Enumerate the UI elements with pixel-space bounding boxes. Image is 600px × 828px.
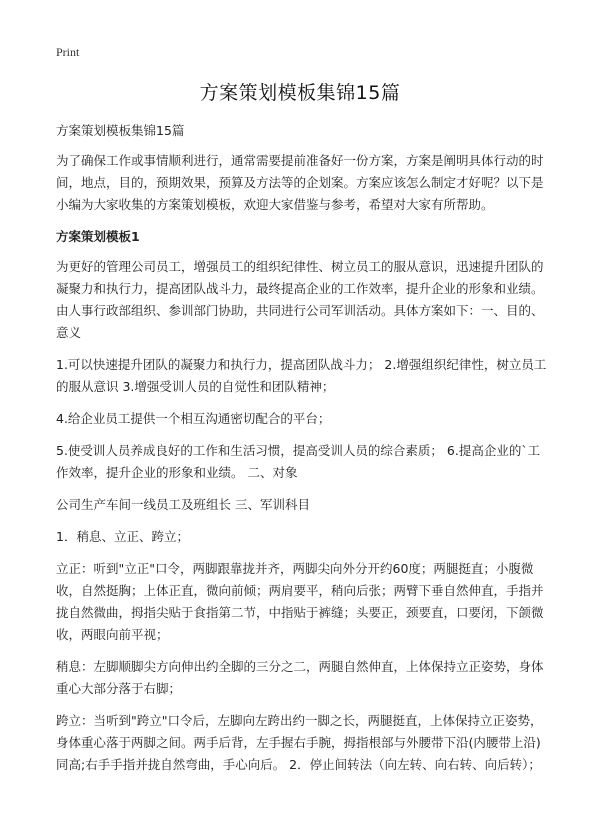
body-paragraph: 为更好的管理公司员工，增强员工的组织纪律性、树立员工的服从意识，迅速提升团队的凝聚力和执行力，提高团队战斗力，最终提高企业的工作效率，提升企业的形象和业绩。由人事行政部组织、参训部门协助，共同进行公司军训活动。具体方案如下：一、目的、意义 bbox=[56, 259, 544, 340]
body-paragraph: 跨立：当听到"跨立"口令后，左脚向左跨出约一脚之长，两腿挺直，上体保持立正姿势，身体重心落于两脚之间。两手后背，左手握右手腕，拇指根部与外腰带下沿(内腰带上沿)同高;右手手指并拢自然弯曲，手心向后。 2．停止间转法（向左转、向右转、向后转）； bbox=[56, 713, 543, 772]
body-paragraph: 1.可以快速提升团队的凝聚力和执行力，提高团队战斗力； 2.增强组织纪律性，树立员工的服从意识 3.增强受训人员的自觉性和团队精神； bbox=[56, 357, 547, 394]
body-paragraph: 5.使受训人员养成良好的工作和生活习惯，提高受训人员的综合素质； 6.提高企业的`工作效率，提升企业的形象和业绩。 二、对象 bbox=[56, 443, 541, 480]
body-paragraph: 稍息：左脚顺脚尖方向伸出约全脚的三分之二，两腿自然伸直，上体保持立正姿势，身体重心大部分落于右脚； bbox=[56, 659, 544, 696]
body-paragraph: 1．稍息、立正、跨立； bbox=[56, 529, 189, 544]
body-paragraph: 立正：听到"立正"口令，两脚跟靠拢并齐，两脚尖向外分开约60度；两腿挺直；小腹微收，自然挺胸；上体正直，微向前倾；两肩要平，稍向后张；两臂下垂自然伸直，手指并拢自然微曲，拇指尖贴于食指第二节，中指贴于裤缝；头要正，颈要直，口要闭，下颌微收，两眼向前平视； bbox=[56, 561, 544, 642]
body-paragraph: 4.给企业员工提供一个相互沟通密切配合的平台； bbox=[56, 411, 331, 426]
section-heading: 方案策划模板1 bbox=[56, 229, 140, 244]
body-paragraph: 公司生产车间一线员工及班组长 三、军训科目 bbox=[56, 497, 310, 512]
document-body bbox=[56, 120, 548, 786]
document-title: 方案策划模板集锦15篇 bbox=[199, 82, 401, 104]
print-link[interactable]: Print bbox=[56, 45, 80, 59]
intro-paragraph: 为了确保工作或事情顺利进行，通常需要提前准备好一份方案，方案是阐明具体行动的时间，地点，目的，预期效果，预算及方法等的企划案。方案应该怎么制定才好呢？以下是小编为大家收集的方案策划模板，欢迎大家借鉴与参考，希望对大家有所帮助。 bbox=[56, 153, 544, 212]
document-subtitle: 方案策划模板集锦15篇 bbox=[56, 123, 185, 138]
